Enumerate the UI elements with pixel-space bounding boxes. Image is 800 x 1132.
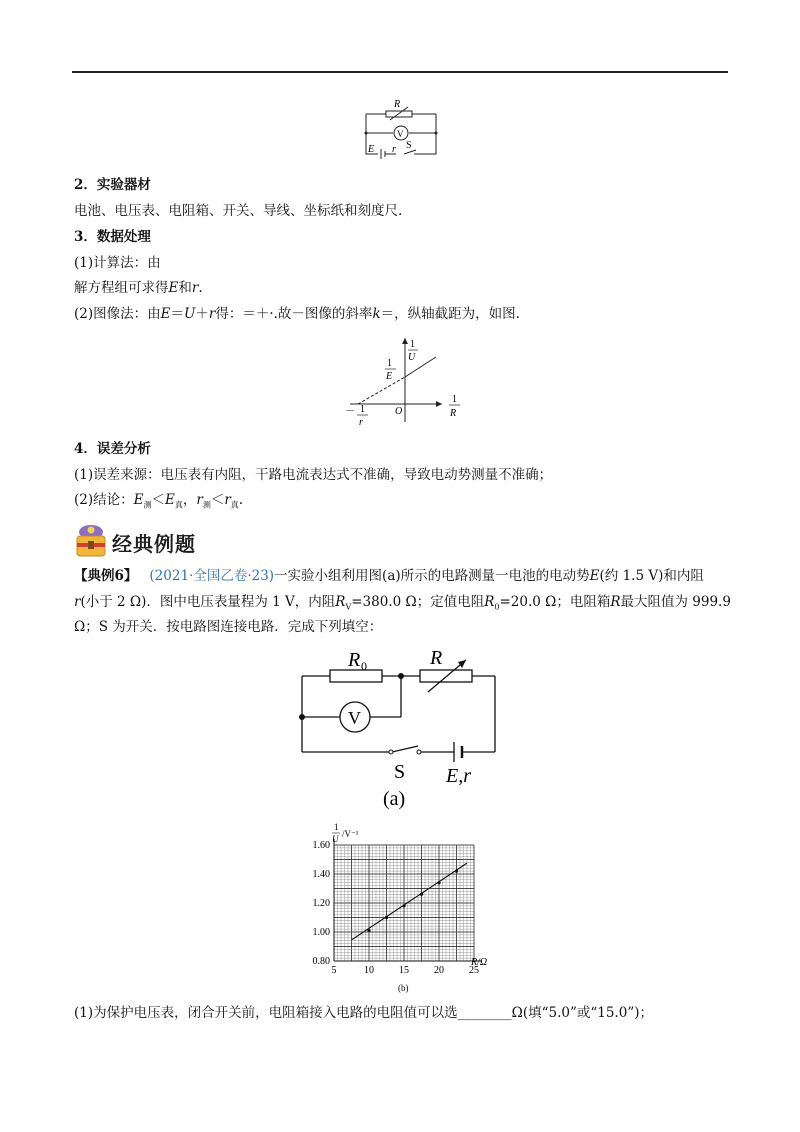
label-Er: E,r [446,765,471,787]
label-r: r [392,144,396,155]
neg-num: 1 [360,404,365,415]
neg-sign: － [345,406,355,417]
calc-method-line: (1)计算法：由 [74,255,161,271]
label-E: E [368,144,375,155]
y-tick-label: 0.80 [312,956,330,967]
label-S: S [406,140,412,151]
label-R0-sub: 0 [361,659,367,673]
x-tick-label: 25 [469,965,479,976]
data-point [367,929,370,932]
label-V-meter: V [348,708,361,728]
inverse-graph [340,332,470,430]
data-point [385,916,388,919]
chart-b [290,818,510,996]
x-tick-label: 20 [434,965,444,976]
intercept-num: 1 [387,358,392,369]
x-label-den: R [450,408,457,419]
x-label-num: 1 [452,394,457,405]
chart-ylabel-den: U [332,834,339,844]
example-line-3: Ω；S 为开关．按电路图连接电路．完成下列填空： [74,619,383,635]
chart-caption-b: (b) [398,983,409,993]
section-heading-equipment: 2．实验器材 [74,177,151,193]
data-point [437,881,440,884]
y-label-num: 1 [410,339,415,350]
header-rule [72,71,728,73]
section-heading-error: 4．误差分析 [74,441,151,457]
x-tick-label: 5 [331,965,337,976]
chart-ylabel-unit: /V⁻¹ [342,829,359,839]
label-V: V [397,129,404,139]
question-1: (1)为保护电压表，闭合开关前，电阻箱接入电路的电阻值可以选________Ω(填“5.0”或“15.0”)； [74,1005,653,1021]
x-tick-label: 15 [399,965,409,976]
circuit-diagram-small [356,96,446,162]
source-link[interactable]: (2021·全国乙卷·23) [149,568,275,584]
data-point [455,870,458,873]
label-R-box: R [430,647,443,669]
data-point [402,904,405,907]
y-tick-label: 1.00 [312,927,330,938]
error-source-line: (1)误差来源：电压表有内阻，干路电流表达式不准确，导致电动势测量不准确； [74,467,553,483]
label-S-switch: S [394,761,406,783]
label-R: R [394,99,401,110]
neg-den: r [359,417,363,428]
circuit-diagram-a [290,642,510,812]
x-tick-label: 10 [364,965,374,976]
banner-title: 经典例题 [112,532,196,556]
conclusion-line: (2)结论：$E_测<E_真$，$r_测<r_真$. [74,492,244,510]
y-label-den: U [408,352,416,363]
section-banner [74,522,214,558]
example-line-2: r(小于 2 Ω)．图中电压表量程为 1 V，内阻$R_V=380.0$ Ω；定值电阻$R_0=20.0$ Ω；电阻箱R最大阻值为 999.9 [74,594,731,612]
origin-label: O [395,406,403,417]
intercept-den: E [386,371,393,382]
equipment-list: 电池、电压表、电阻箱、开关、导线、坐标纸和刻度尺. [74,203,403,219]
treasure-chest-icon [74,522,108,558]
example-line-1: 【典例6】 (2021·全国乙卷·23)一实验小组利用图(a)所示的电路测量一电池的电动势E(约 1.5 V)和内阻 [74,568,704,584]
data-point [420,893,423,896]
y-tick-label: 1.40 [312,869,330,880]
solve-line: 解方程组可求得E和r. [74,280,203,296]
graph-method-line: (2)图像法：由E＝U＋r得：＝＋·.故－图像的斜率k＝，纵轴截距为，如图. [74,306,520,322]
caption-a: (a) [383,788,406,810]
label-R0: R [348,649,361,671]
chart-ylabel-num: 1 [334,822,339,832]
y-tick-label: 1.60 [312,840,330,851]
y-tick-label: 1.20 [312,898,330,909]
section-heading-data: 3．数据处理 [74,229,151,245]
chart-xlabel: R/Ω [471,957,488,968]
